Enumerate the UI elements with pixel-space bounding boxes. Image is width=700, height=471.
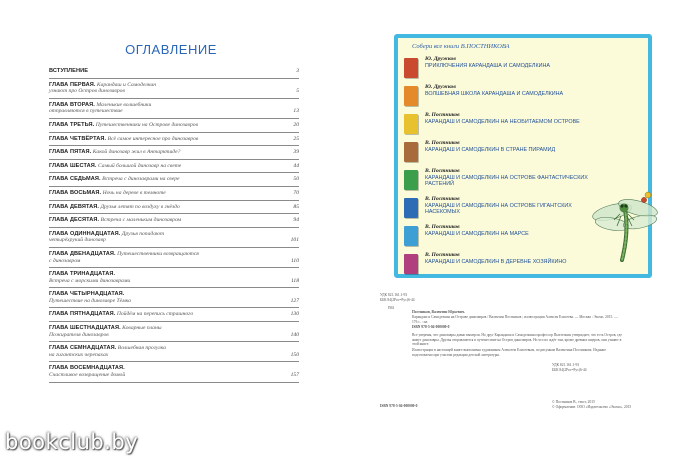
series-book <box>404 224 604 251</box>
toc-entry-line <box>49 291 299 298</box>
toc-page-number: 118 <box>291 277 299 284</box>
toc-entry-line <box>49 311 299 318</box>
toc-chapter-title: Самый большой динозавр на свете <box>98 162 182 169</box>
toc-divider <box>49 132 299 133</box>
toc-title: ОГЛАВЛЕНИЕ <box>125 42 217 57</box>
toc-chapter-heading: ВСТУПЛЕНИЕ <box>49 68 89 74</box>
toc-page-number: 13 <box>293 108 299 115</box>
book-title: КАРАНДАШ И САМОДЕЛКИН НА ОСТРОВЕ ФАНТАСТИЧЕСКИХ РАСТЕНИЙ <box>425 175 588 188</box>
toc-chapter-heading: ГЛАВА ДВЕНАДЦАТАЯ. <box>49 250 116 257</box>
toc-entry <box>49 68 299 75</box>
book-cover-icon <box>404 198 418 218</box>
toc-page-number: 70 <box>293 189 299 196</box>
toc-page-number: 140 <box>290 331 299 338</box>
toc-divider <box>49 118 299 119</box>
toc-chapter-title: узнают про Остров динозавров <box>49 88 125 95</box>
toc-entry-line <box>49 102 299 109</box>
toc-chapter-title: Ночь на дереве в темноте <box>102 189 166 196</box>
toc-list <box>49 68 299 386</box>
toc-chapter-heading: ГЛАВА ПЯТАЯ. <box>49 149 92 156</box>
series-book <box>404 56 604 83</box>
toc-chapter-heading: ГЛАВА ШЕСТНАДЦАТАЯ. <box>49 325 121 332</box>
toc-entry-line <box>49 258 299 265</box>
toc-chapter-title: Встреча с динозаврами на озере <box>102 176 180 183</box>
book-author: В. Постников <box>425 196 460 202</box>
toc-page-number: 110 <box>291 257 299 264</box>
toc-entry <box>49 231 299 244</box>
imprint-annotation: Все уверены, что динозавры давно вымерли. Но друг Карандаша и Самоделкина профессор Пыхтелкин утверждает, что есть Остров, где живут динозавры. Друзья отправляются в путешествие на Остров динозавров. Но что их ждёт там, кроме древних ящеров, они узнают в этой книге. <box>412 333 622 347</box>
toc-page-number: 85 <box>293 203 299 210</box>
toc-chapter-heading: ГЛАВА ВОСЬМАЯ. <box>49 189 102 196</box>
toc-entry-line <box>49 149 299 156</box>
toc-entry-line <box>49 136 299 143</box>
book-title: КАРАНДАШ И САМОДЕЛКИН В СТРАНЕ ПИРАМИД <box>425 147 556 153</box>
toc-chapter-heading: ГЛАВА ВОСЕМНАДЦАТАЯ. <box>49 365 125 372</box>
toc-page-number: 20 <box>293 121 299 128</box>
imprint-isbn: ISBN 978-5-04-000000-0 <box>412 325 450 329</box>
toc-page-number: 50 <box>293 176 299 183</box>
toc-entry <box>49 345 299 358</box>
dragonfly-icon <box>591 192 659 260</box>
book-cover-icon <box>404 254 418 274</box>
toc-divider <box>49 287 299 288</box>
toc-page-number: 44 <box>293 162 299 169</box>
toc-chapter-heading: ГЛАВА ШЕСТАЯ. <box>49 162 97 169</box>
series-heading: Собери все книги В.ПОСТНИКОВА <box>412 43 510 50</box>
toc-chapter-title: Маленькие волшебники <box>96 101 152 108</box>
toc-entry <box>49 271 299 284</box>
toc-divider <box>49 159 299 160</box>
series-book <box>404 140 604 167</box>
book-author: В. Постников <box>425 112 460 118</box>
toc-chapter-heading: ГЛАВА СЕДЬМАЯ. <box>49 176 101 183</box>
copyright-design: © Оформление. ООО «Издательство «Эксмо», 2015 <box>552 405 632 409</box>
toc-divider <box>49 247 299 248</box>
toc-chapter-heading: ГЛАВА ПЕРВАЯ. <box>49 81 96 88</box>
toc-entry <box>49 136 299 143</box>
book-author: В. Постников <box>425 140 460 146</box>
toc-chapter-title: с динозавром <box>49 257 81 264</box>
book-title: КАРАНДАШ И САМОДЕЛКИН В ДЕРЕВНЕ ХОЗЯЙКИНО <box>425 259 567 265</box>
toc-page-number: 101 <box>290 237 299 244</box>
book-cover-icon <box>404 86 418 106</box>
toc-divider <box>49 341 299 342</box>
book-title: ПРИКЛЮЧЕНИЯ КАРАНДАША И САМОДЕЛКИНА <box>425 63 550 69</box>
toc-entry-line <box>49 271 299 278</box>
toc-divider <box>49 200 299 201</box>
toc-chapter-title: отправляются в путешествие <box>49 108 123 115</box>
toc-chapter-title: Пойдём на перепись страшного <box>116 311 194 318</box>
toc-entry-line <box>49 332 299 339</box>
book-title: КАРАНДАШ И САМОДЕЛКИН НА МАРСЕ <box>425 231 529 237</box>
toc-chapter-title: Путешествие на динозавре Тёмка <box>49 297 131 304</box>
toc-entry-line <box>49 163 299 170</box>
code-line: П63 <box>388 306 395 310</box>
toc-chapter-title: Всё самое интересное про динозавров <box>107 135 199 142</box>
toc-page-number: 127 <box>290 297 299 304</box>
toc-entry <box>49 122 299 129</box>
toc-divider <box>49 227 299 228</box>
toc-chapter-title: Пожирателя динозавров <box>49 331 109 338</box>
toc-entry-line <box>49 345 299 352</box>
toc-page-number: 150 <box>290 351 299 358</box>
series-book <box>404 196 604 223</box>
toc-chapter-heading: ГЛАВА ОДИННАДЦАТАЯ. <box>49 230 121 237</box>
toc-entry-line <box>49 176 299 183</box>
right-page <box>382 30 658 430</box>
toc-chapter-title: Волшебная прогулка <box>117 345 166 352</box>
toc-chapter-title: Встреча с маленьким динозавром <box>100 217 182 224</box>
toc-entry-line <box>49 352 299 359</box>
toc-entry <box>49 204 299 211</box>
toc-entry-line <box>49 278 299 285</box>
toc-chapter-heading: ГЛАВА ТРИНАДЦАТАЯ. <box>49 271 116 278</box>
toc-entry <box>49 217 299 224</box>
toc-divider <box>49 213 299 214</box>
toc-entry-line <box>49 298 299 305</box>
copyright-text: © Постников В., текст, 2015 <box>552 400 595 404</box>
toc-divider <box>49 172 299 173</box>
book-author: В. Постников <box>425 224 460 230</box>
toc-chapter-title: Какой динозавр жил в Антарктиде? <box>92 149 181 156</box>
toc-entry-line <box>49 190 299 197</box>
toc-entry <box>49 149 299 156</box>
toc-chapter-title: Друзья попадают <box>121 230 164 237</box>
udk-line-2: УДК 821.161.1-93 <box>552 363 580 367</box>
toc-entry <box>49 325 299 338</box>
toc-entry-line <box>49 372 299 379</box>
toc-chapter-title: Путешественники возвращаются <box>117 250 199 257</box>
toc-page-number: 3 <box>296 68 299 74</box>
toc-entry-line <box>49 88 299 95</box>
toc-chapter-heading: ГЛАВА ТРЕТЬЯ. <box>49 121 95 128</box>
toc-divider <box>49 267 299 268</box>
toc-chapter-title: Друзья летят по воздуху в гнёздо <box>100 203 180 210</box>
book-title: КАРАНДАШ И САМОДЕЛКИН НА НЕОБИТАЕМОМ ОСТРОВЕ <box>425 119 580 125</box>
toc-chapter-heading: ГЛАВА ДЕВЯТАЯ. <box>49 203 100 210</box>
imprint-isbn-bottom: ISBN 978-5-04-000000-0 <box>380 404 418 408</box>
toc-entry <box>49 365 299 378</box>
book-cover-icon <box>404 58 418 78</box>
book-author: Ю. Дружков <box>425 56 456 62</box>
watermark: bookclub.by <box>5 430 139 454</box>
bbk-line: ББК 84(2Рос=Рус)6-44 <box>380 298 415 302</box>
book-cover-icon <box>404 170 418 190</box>
toc-divider <box>49 186 299 187</box>
toc-chapter-title: на гигантских черепахах <box>49 351 109 358</box>
toc-divider <box>49 382 299 383</box>
toc-entry-line <box>49 325 299 332</box>
toc-chapter-title: Счастливое возвращение домой <box>49 372 126 379</box>
toc-divider <box>49 78 299 79</box>
toc-entry <box>49 251 299 264</box>
toc-chapter-heading: ГЛАВА ВТОРАЯ. <box>49 101 95 108</box>
series-book <box>404 112 604 139</box>
toc-page-number: 157 <box>290 372 299 379</box>
toc-chapter-title: Коварные планы <box>122 325 162 332</box>
toc-entry <box>49 163 299 170</box>
book-author: В. Постников <box>425 168 460 174</box>
bbk-line-2: ББК 84(2Рос=Рус)6-44 <box>552 368 587 372</box>
udk-line: УДК 821.161.1-93 <box>380 293 408 297</box>
series-book <box>404 252 604 279</box>
toc-entry-line <box>49 122 299 129</box>
toc-entry <box>49 311 299 318</box>
toc-entry-line <box>49 68 299 75</box>
toc-entry-line <box>49 204 299 211</box>
book-cover-icon <box>404 114 418 134</box>
toc-chapter-heading: ГЛАВА ПЯТНАДЦАТАЯ. <box>49 311 116 318</box>
toc-entry-line <box>49 251 299 258</box>
book-author: В. Постников <box>425 252 460 258</box>
toc-page-number: 5 <box>296 88 299 95</box>
toc-divider <box>49 98 299 99</box>
toc-chapter-title: Путешественники на Острове динозавров <box>95 121 198 128</box>
imprint-illustrations-note: Иллюстрации в настоящей книге выполнены художником Алексеем Елисеевым, по рисункам Валентина Постникова. Издание подготовлено при участии редакции детской литературы. <box>412 348 606 357</box>
series-box <box>394 34 652 278</box>
left-page <box>40 30 302 430</box>
toc-entry-line <box>49 217 299 224</box>
series-book <box>404 168 604 195</box>
book-cover-icon <box>404 142 418 162</box>
book-title: ВОЛШЕБНАЯ ШКОЛА КАРАНДАША И САМОДЕЛКИНА <box>425 91 564 97</box>
toc-chapter-title: Карандаш и Самоделкин <box>96 81 156 88</box>
toc-chapter-heading: ГЛАВА ДЕСЯТАЯ. <box>49 217 100 224</box>
toc-entry <box>49 291 299 304</box>
toc-entry-line <box>49 108 299 115</box>
toc-chapter-title: Встреча с морскими динозаврами <box>49 277 131 284</box>
toc-page-number: 25 <box>293 135 299 142</box>
toc-entry <box>49 190 299 197</box>
toc-divider <box>49 361 299 362</box>
book-title: КАРАНДАШ И САМОДЕЛКИН НА ОСТРОВЕ ГИГАНТСКИХ НАСЕКОМЫХ <box>425 203 572 216</box>
toc-entry <box>49 82 299 95</box>
toc-entry <box>49 102 299 115</box>
toc-chapter-heading: ГЛАВА СЕМНАДЦАТАЯ. <box>49 345 117 352</box>
toc-chapter-heading: ГЛАВА ЧЕТВЁРТАЯ. <box>49 135 107 142</box>
imprint-author: Постников, Валентин Юрьевич. <box>412 310 465 314</box>
toc-divider <box>49 145 299 146</box>
dragonfly-illustration <box>590 186 660 264</box>
imprint-description: Карандаш и Самоделкин на Острове динозавров / Валентин Постников ; иллюстрации Алексея Елисеева. — Москва : Эксмо, 2015. — 176 с. : ил. <box>412 315 618 324</box>
toc-entry-line <box>49 237 299 244</box>
toc-page-number: 94 <box>293 217 299 224</box>
book-cover-icon <box>404 226 418 246</box>
toc-divider <box>49 307 299 308</box>
series-book <box>404 84 604 111</box>
toc-page-number: 39 <box>293 149 299 156</box>
toc-chapter-title: четырёхрукий динозавр <box>49 237 106 244</box>
toc-entry <box>49 176 299 183</box>
toc-divider <box>49 321 299 322</box>
book-author: Ю. Дружков <box>425 84 456 90</box>
toc-page-number: 130 <box>290 311 299 318</box>
toc-chapter-heading: ГЛАВА ЧЕТЫРНАДЦАТАЯ. <box>49 291 125 298</box>
